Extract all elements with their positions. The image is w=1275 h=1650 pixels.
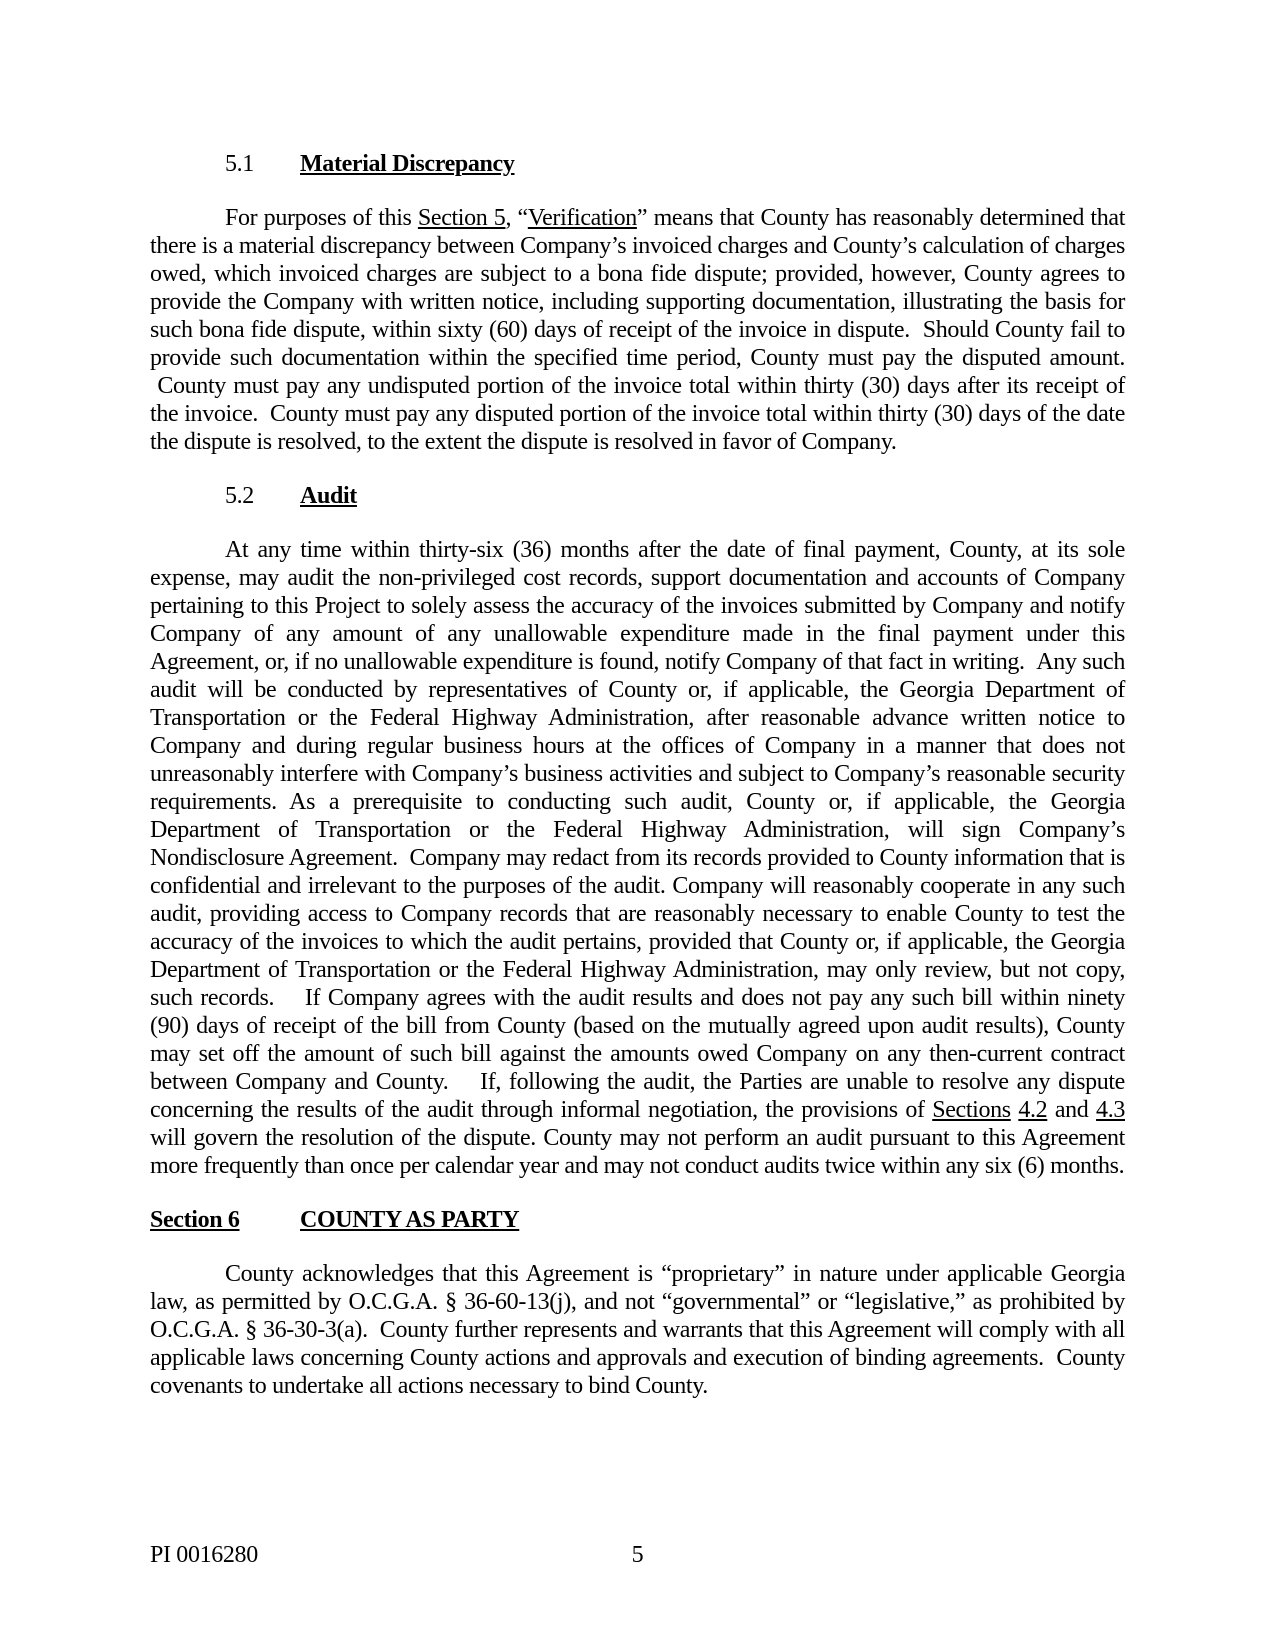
section-heading-5-1: [150, 150, 1125, 178]
section-title-audit: Audit: [300, 483, 357, 509]
paragraph-6: [150, 1260, 1125, 1400]
section-number-5-1: 5.1: [225, 151, 254, 177]
paragraph-5-1: [150, 204, 1125, 456]
defined-term-verification: Verification: [527, 205, 637, 231]
section-heading-5-2: [150, 482, 1125, 510]
text-run: ” means that County has reasonably determined that there is a material discrepancy between Company’s invoiced charges and County’s calculation of charges owed, which invoiced charges are subject to a bona fide dispute; provided, however, County agrees to provide the Company with written notice, including supporting documentation, illustrating the basis for such bona fide dispute, within sixty (60) days of receipt of the invoice in dispute. Should County fail to provide such documentation within the specified time period, County must pay the disputed amount. County must pay any undisputed portion of the invoice total within thirty (30) days after its receipt of the invoice. County must pay any disputed portion of the invoice total within thirty (30) days of the date the dispute is resolved, to the extent the dispute is resolved in favor of Company.: [150, 205, 1126, 455]
text-run: County acknowledges that this Agreement is “proprietary” in nature under applicable Georgia law, as permitted by O.C.G.A. § 36-60-13(j), and not “governmental” or “legislative,” as prohibited by O.C.G.A. § 36-30-3(a). County further represents and warrants that this Agreement will comply with all applicable laws concerning County actions and approvals and execution of binding agreements. County covenants to undertake all actions necessary to bind County.: [150, 1261, 1125, 1399]
footer-project-id: PI 0016280: [150, 1542, 258, 1568]
text-run: , “: [505, 205, 528, 231]
footer-page-number: 5: [631, 1542, 644, 1568]
section-number-6: [150, 1206, 300, 1234]
text-run: will govern the resolution of the dispute. County may not perform an audit pursuant to this Agreement more frequently than once per calendar year and may not conduct audits twice within any six (6) months.: [150, 1125, 1125, 1179]
document-content: [150, 150, 1125, 1426]
reference-section-5: Section 5: [417, 205, 506, 231]
section-heading-6: [150, 1206, 1125, 1234]
reference-section-4-3: 4.3: [1096, 1097, 1125, 1123]
section-number-5-2: 5.2: [225, 483, 254, 509]
section-number-6-text: Section 6: [150, 1207, 240, 1233]
paragraph-5-2: [150, 536, 1125, 1180]
reference-sections-word: Sections: [932, 1097, 1011, 1123]
text-run: and: [1047, 1097, 1097, 1123]
text-run: For purposes of this: [225, 205, 418, 231]
reference-section-4-2: 4.2: [1018, 1097, 1048, 1123]
text-run: At any time within thirty-six (36) months after the date of final payment, County, at its sole expense, may audit the non-privileged cost records, support documentation and accounts of Company pertaining to this Project to solely assess the accuracy of the invoices submitted by Company and notify Company of any amount of any unallowable expenditure made in the final payment under this Agreement, or, if no unallowable expenditure is found, notify Company of that fact in writing. Any such audit will be conducted by representatives of County or, if applicable, the Georgia Department of Transportation or the Federal Highway Administration, after reasonable advance written notice to Company and during regular business hours at the offices of Company in a manner that does not unreasonably interfere with Company’s business activities and subject to Company’s reasonable security requirements. As a prerequisite to conducting such audit, County or, if applicable, the Georgia Department of Transportation or the Federal Highway Administration, will sign Company’s Nondisclosure Agreement. Company may redact from its records provided to County information that is confidential and irrelevant to the purposes of the audit. Company will reasonably cooperate in any such audit, providing access to Company records that are reasonably necessary to enable County to test the accuracy of the invoices to which the audit pertains, provided that County or, if applicable, the Georgia Department of Transportation or the Federal Highway Administration, may only review, but not copy, such records. If Company agrees with the audit results and does not pay any such bill within ninety (90) days of receipt of the bill from County (based on the mutually agreed upon audit results), County may set off the amount of such bill against the amounts owed Company on any then-current contract between Company and County. If, following the audit, the Parties are unable to resolve any dispute concerning the results of the audit through informal negotiation, the provisions of: [150, 537, 1125, 1123]
section-title-county-as-party: COUNTY AS PARTY: [300, 1207, 520, 1233]
section-title-material-discrepancy: Material Discrepancy: [300, 151, 515, 177]
